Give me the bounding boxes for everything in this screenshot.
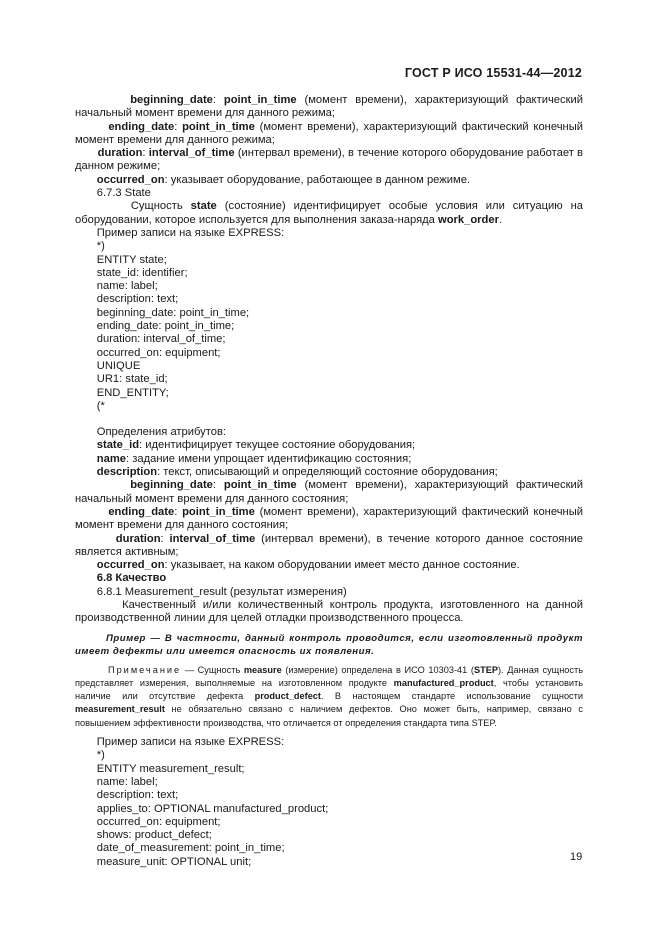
attribute-description: (интервал времени), в течение которого оборудование работает в данном режиме; [75,147,584,173]
attribute-description: (момент времени), характеризующий фактический начальный момент времени для данного режима; [75,94,583,120]
express-label-2 [75,736,583,749]
attr-defs-label-text: Определения атрибутов: [96,426,227,439]
attribute-description: (момент времени), характеризующий фактический конечный момент времени для данного режима; [75,120,584,146]
code-line [75,347,583,360]
note-text-4: , чтобы установить наличие или отсутствие дефекта [75,677,583,702]
quality-text: Качественный и/или количественный контроль продукта, изготовленного на данной производственной линии для целей отладки производственного процесса. [75,598,583,625]
code-line [75,387,583,400]
separator: : [174,120,183,133]
state-attribute-item [75,533,583,560]
attribute-description: (интервал времени), в течение которого данное состояние является активным; [75,532,583,558]
attribute-type: point_in_time [223,479,297,492]
code-line-text: description: text; [96,293,179,306]
code-line-text: name: label; [96,775,158,788]
code-line [75,280,583,293]
attribute-type: point_in_time [182,505,255,518]
code-line [75,267,583,280]
attribute-description: текст, описывающий и определяющий состояние оборудования; [163,466,498,479]
attribute-definitions-mode [75,94,583,187]
state-intro-text-c: (состояние) идентифицирует особые условия или ситуацию на оборудовании, которое используется для выполнения заказа-наряда [75,200,584,226]
code-line-text: occurred_on: equipment; [96,346,221,359]
note-bold-product-defect: product_defect [254,691,321,702]
code-line [75,763,583,776]
attribute-definitions-state [75,439,583,572]
state-attribute-item [75,466,583,479]
code-line-text: beginning_date: point_in_time; [96,306,250,319]
separator: : [126,452,133,465]
express-label-2-text: Пример записи на языке EXPRESS: [96,736,285,749]
state-intro-paragraph [75,200,583,227]
example-paragraph [75,632,583,658]
note-text-1: — Сущность [181,664,244,675]
code-line-text: name: label; [96,280,158,293]
mode-attribute-item [75,174,583,187]
section-6-8-title: 6.8 Качество [96,572,167,585]
page-content [75,94,583,869]
code-line [75,293,583,306]
code-line-text: END_ENTITY; [96,386,169,399]
separator: : [164,173,171,186]
code-line-text: state_id: identifier; [96,266,188,279]
state-attribute-item [75,439,583,452]
attribute-description: (момент времени), характеризующий фактический начальный момент времени для данного состояния; [75,479,583,505]
attribute-type: point_in_time [182,120,255,133]
code-line-text: (* [96,399,105,412]
code-line [75,856,583,869]
code-line-text: duration: interval_of_time; [96,333,226,346]
code-line [75,240,583,253]
attribute-name: duration [97,147,143,160]
attribute-name: name [96,452,126,465]
separator: : [139,439,146,452]
example-text: Пример — В частности, данный контроль проводится, если изготовленный продукт имеет дефекты или имеется опасность их появления. [75,632,583,657]
code-line-text: description: text; [96,789,179,802]
section-6-7-3-title: 6.7.3 State [96,187,151,200]
section-6-8-1-title: 6.8.1 Measurement_result (результат измерения) [96,585,347,598]
separator: : [142,147,149,160]
state-intro-work-order: work_order [438,213,499,226]
spacer [75,413,583,426]
state-attribute-item [75,453,583,466]
code-line [75,749,583,762]
attribute-description: указывает, на каком оборудовании имеет место данное состояние. [170,559,520,572]
attribute-name: beginning_date [130,94,213,106]
code-line [75,254,583,267]
note-text-6: не обязательно связано с наличием дефектов. Оно может быть, например, связано с повышением эффективности производства, что отличается от определения стандарта типа STEP. [75,704,583,728]
state-intro-text-a: Сущность [130,200,191,213]
attribute-name: ending_date [108,505,175,518]
attribute-description: идентифицирует текущее состояние оборудования; [145,439,416,452]
attribute-type: interval_of_time [148,147,235,160]
code-line-text: applies_to: OPTIONAL manufactured_product; [96,802,329,815]
attribute-name: occurred_on [96,559,165,572]
attribute-name: duration [115,532,161,545]
separator: : [160,532,170,545]
state-attribute-item [75,559,583,572]
express-label-1 [75,227,583,240]
attribute-type: point_in_time [223,94,297,106]
express-code-state [75,240,583,413]
code-line-text: measure_unit: OPTIONAL unit; [96,855,252,868]
code-line [75,400,583,413]
code-line-text: UNIQUE [96,359,141,372]
code-line-text: *) [96,749,105,762]
section-6-8-1-heading [75,586,583,599]
note-text-3: ). Данная сущность представляет измерения, выполняемые на изготовленном продукте [75,664,583,688]
code-line [75,360,583,373]
note-bold-manufactured-product: manufactured_product [393,677,494,688]
note-text-2: (измерение) определена в ИСО 10303-41 ( [281,664,474,675]
standard-header: ГОСТ Р ИСО 15531-44—2012 [404,66,582,80]
code-line [75,307,583,320]
code-line-text: shows: product_defect; [96,829,212,842]
state-intro-entity: state [190,200,217,213]
separator: : [212,479,224,492]
code-line [75,842,583,855]
state-attribute-item [75,479,583,506]
state-intro-text-e: . [498,213,503,226]
mode-attribute-item [75,147,583,174]
code-line [75,320,583,333]
attribute-name: ending_date [108,120,175,133]
mode-attribute-item [75,94,583,121]
attribute-type: interval_of_time [169,532,256,545]
code-line [75,789,583,802]
code-line-text: ending_date: point_in_time; [96,320,235,333]
quality-paragraph [75,599,583,626]
separator: : [164,559,171,572]
note-bold-step: STEP [473,664,498,675]
code-line [75,776,583,789]
code-line-text: ENTITY state; [96,253,167,266]
code-line [75,803,583,816]
attribute-description: указывает оборудование, работающее в данном режиме. [170,173,471,186]
section-6-7-3-heading [75,187,583,200]
attr-defs-label [75,426,583,439]
note-label: Примечание [107,664,182,675]
mode-attribute-item [75,121,583,148]
code-line [75,333,583,346]
section-6-8-heading [75,572,583,585]
separator: : [157,466,164,479]
page-number: 19 [570,851,583,863]
note-bold-measurement-result: measurement_result [75,704,165,715]
separator: : [212,94,224,106]
attribute-name: state_id [96,439,140,452]
attribute-description: задание имени упрощает идентификацию состояния; [132,452,412,465]
note-bold-measure: measure [243,664,282,675]
code-line-text: *) [96,240,105,253]
code-line-text: date_of_measurement: point_in_time; [96,842,285,855]
note-text-5: . В настоящем стандарте использование сущности [320,691,583,702]
attribute-name: occurred_on [96,173,165,186]
express-code-measurement-result [75,749,583,869]
code-line-text: UR1: state_id; [96,373,168,386]
attribute-name: beginning_date [130,479,213,492]
code-line [75,829,583,842]
code-line-text: ENTITY measurement_result; [96,762,245,775]
code-line [75,816,583,829]
note-paragraph [75,664,583,730]
attribute-description: (момент времени), характеризующий фактический конечный момент времени для данного состояния; [75,505,584,532]
state-attribute-item [75,506,583,533]
code-line-text: occurred_on: equipment; [96,815,221,828]
express-label-1-text: Пример записи на языке EXPRESS: [96,226,285,239]
attribute-name: description [96,466,158,479]
code-line [75,373,583,386]
separator: : [174,505,183,518]
